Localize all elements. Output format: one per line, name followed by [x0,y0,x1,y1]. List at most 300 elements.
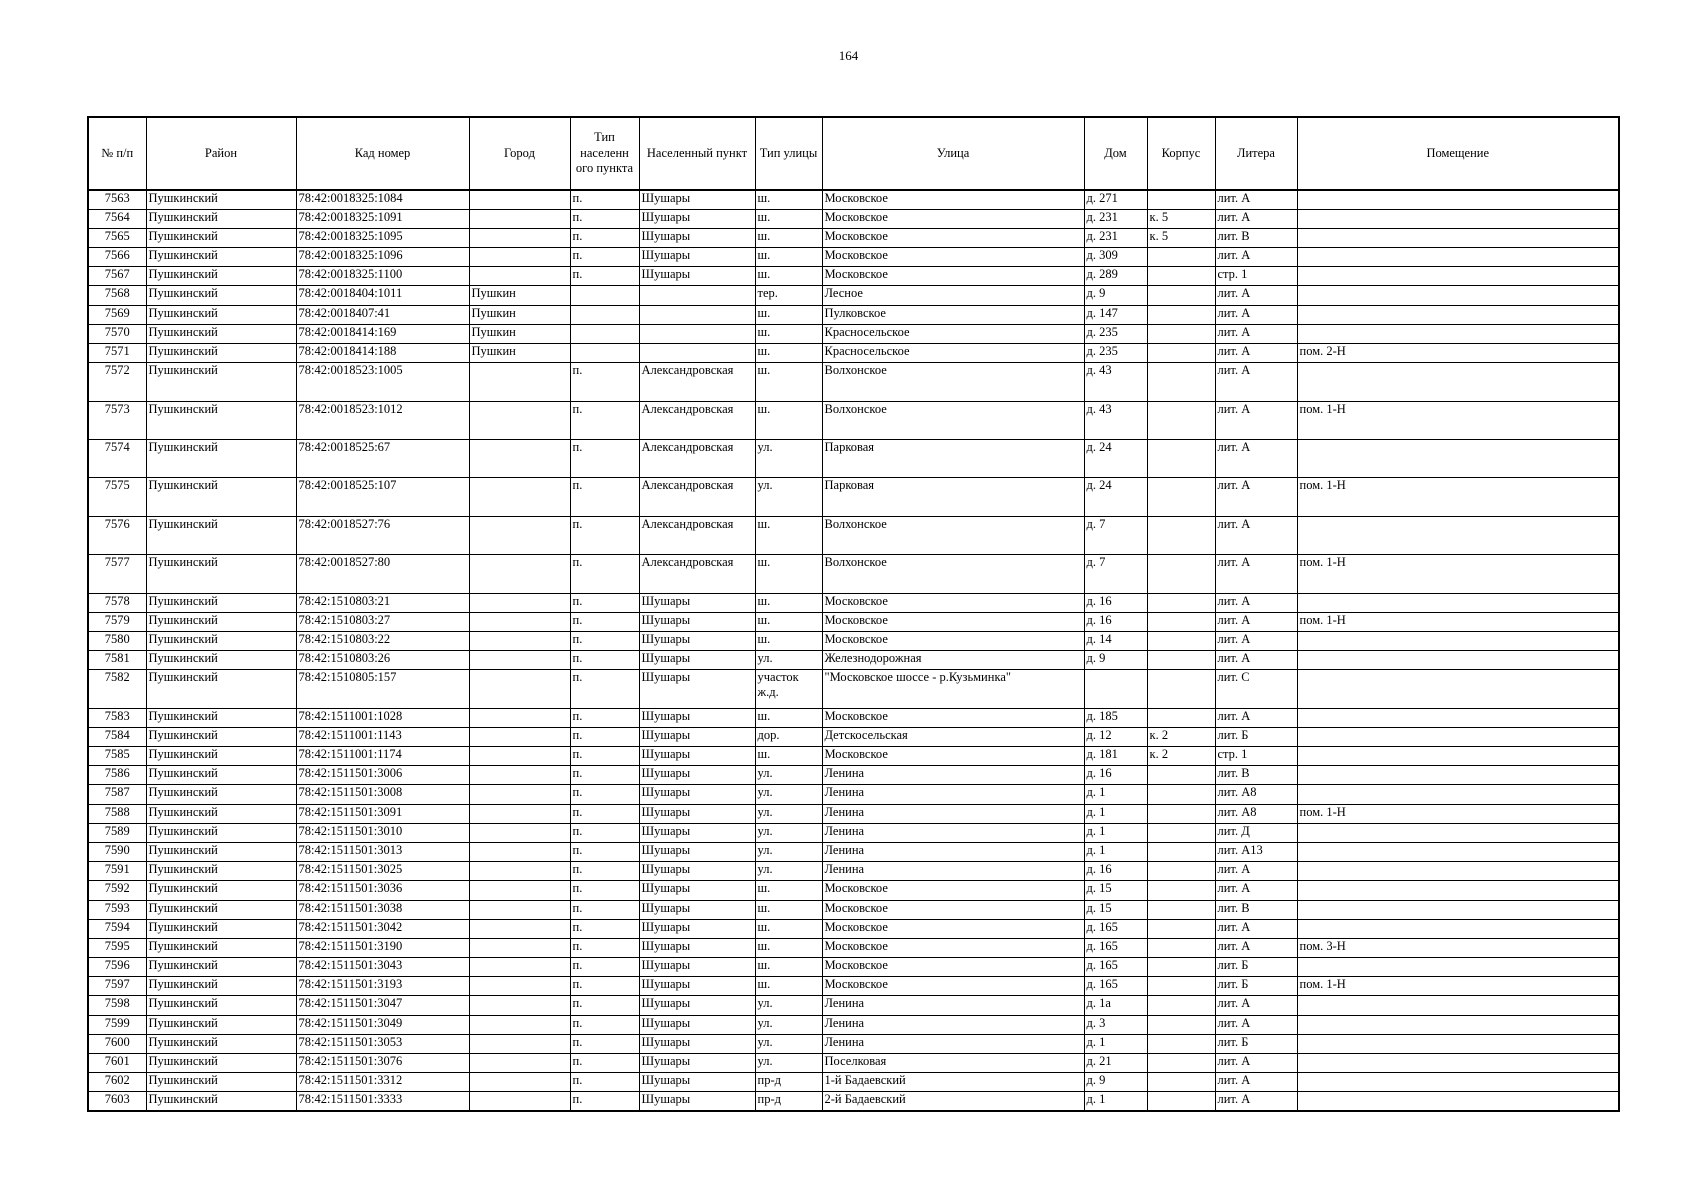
cell-settlement-type: п. [570,1015,639,1034]
cell-city [469,555,570,593]
cell-building [1147,938,1215,957]
cell-row-number: 7580 [88,631,146,650]
cell-cadastral-number: 78:42:0018525:67 [296,439,469,477]
cell-cadastral-number: 78:42:0018414:188 [296,344,469,363]
cell-street-type: ш. [755,977,822,996]
cell-settlement: Александровская [639,439,755,477]
cell-settlement-type: п. [570,612,639,631]
cell-premises [1297,766,1619,785]
cell-district: Пушкинский [146,1034,296,1053]
cell-city [469,228,570,247]
cell-street: Парковая [822,439,1084,477]
cell-city [469,363,570,401]
cell-row-number: 7585 [88,747,146,766]
cell-settlement: Шушары [639,209,755,228]
cell-letter: лит. Б [1215,727,1297,746]
cell-house: д. 1 [1084,785,1147,804]
cell-settlement: Шушары [639,1054,755,1073]
cell-premises [1297,996,1619,1015]
cell-settlement-type: п. [570,401,639,439]
cell-settlement-type [570,344,639,363]
cell-row-number: 7597 [88,977,146,996]
cell-street: Московское [822,267,1084,286]
cell-cadastral-number: 78:42:1510803:26 [296,651,469,670]
cell-city [469,881,570,900]
cell-settlement: Александровская [639,555,755,593]
column-header-street-type: Тип улицы [755,117,822,190]
cell-letter: лит. В [1215,228,1297,247]
table-header [88,117,1619,190]
cell-settlement: Шушары [639,996,755,1015]
cell-city [469,631,570,650]
table-row [88,938,1619,957]
cell-settlement: Шушары [639,228,755,247]
cell-settlement: Шушары [639,651,755,670]
cell-district: Пушкинский [146,938,296,957]
cell-building [1147,919,1215,938]
cell-settlement: Шушары [639,670,755,708]
cell-street-type: ул. [755,1015,822,1034]
cell-house: д. 1а [1084,996,1147,1015]
cell-premises: пом. 1-Н [1297,612,1619,631]
cell-settlement-type: п. [570,1054,639,1073]
cell-settlement-type: п. [570,228,639,247]
cell-settlement: Александровская [639,478,755,516]
cell-settlement-type: п. [570,881,639,900]
cell-district: Пушкинский [146,593,296,612]
cell-street-type: пр-д [755,1092,822,1111]
column-header-settlement-type: Тип населенн ого пункта [570,117,639,190]
cell-street: Поселковая [822,1054,1084,1073]
cell-letter: лит. А [1215,555,1297,593]
cell-letter: лит. А [1215,305,1297,324]
cell-settlement-type: п. [570,209,639,228]
cell-street-type: дор. [755,727,822,746]
table-row [88,823,1619,842]
cell-district: Пушкинский [146,785,296,804]
cell-district: Пушкинский [146,919,296,938]
cell-premises: пом. 1-Н [1297,401,1619,439]
cell-settlement-type: п. [570,727,639,746]
cell-city [469,248,570,267]
cell-row-number: 7570 [88,324,146,343]
cell-cadastral-number: 78:42:1511501:3006 [296,766,469,785]
cell-city [469,1054,570,1073]
cell-street: Ленина [822,862,1084,881]
cell-district: Пушкинский [146,996,296,1015]
cell-row-number: 7573 [88,401,146,439]
cell-row-number: 7582 [88,670,146,708]
cell-cadastral-number: 78:42:0018407:41 [296,305,469,324]
cell-street-type: ул. [755,1034,822,1053]
cell-street-type: тер. [755,286,822,305]
cell-city [469,1092,570,1111]
cell-house: д. 7 [1084,516,1147,554]
cell-street: Московское [822,248,1084,267]
cell-letter: лит. А [1215,919,1297,938]
cell-house: д. 165 [1084,958,1147,977]
cell-settlement-type: п. [570,516,639,554]
cell-building [1147,612,1215,631]
cell-settlement-type: п. [570,555,639,593]
cell-street-type: ш. [755,555,822,593]
cell-house: д. 16 [1084,862,1147,881]
cell-row-number: 7587 [88,785,146,804]
cell-street-type: ул. [755,996,822,1015]
cell-letter: стр. 1 [1215,267,1297,286]
table-row [88,977,1619,996]
cell-premises [1297,958,1619,977]
cell-district: Пушкинский [146,228,296,247]
cell-building [1147,785,1215,804]
cell-cadastral-number: 78:42:1511501:3193 [296,977,469,996]
cell-district: Пушкинский [146,439,296,477]
table-row [88,996,1619,1015]
cell-cadastral-number: 78:42:1511501:3047 [296,996,469,1015]
cell-premises [1297,209,1619,228]
cell-cadastral-number: 78:42:1511501:3049 [296,1015,469,1034]
table-row [88,747,1619,766]
cell-city [469,823,570,842]
cell-district: Пушкинский [146,209,296,228]
cell-street: Парковая [822,478,1084,516]
column-header-district: Район [146,117,296,190]
cell-building [1147,708,1215,727]
cell-row-number: 7563 [88,190,146,209]
cell-settlement: Шушары [639,708,755,727]
cell-cadastral-number: 78:42:0018527:80 [296,555,469,593]
cell-house: д. 231 [1084,209,1147,228]
property-registry-table [87,116,1620,1112]
cell-house: д. 24 [1084,478,1147,516]
cell-district: Пушкинский [146,305,296,324]
cell-settlement-type: п. [570,651,639,670]
cell-building [1147,823,1215,842]
table-row [88,958,1619,977]
cell-district: Пушкинский [146,670,296,708]
cell-settlement: Шушары [639,1092,755,1111]
cell-building: к. 5 [1147,209,1215,228]
cell-letter: лит. А [1215,938,1297,957]
cell-district: Пушкинский [146,900,296,919]
cell-street-type: ш. [755,708,822,727]
cell-building: к. 2 [1147,747,1215,766]
cell-building [1147,439,1215,477]
cell-city [469,1073,570,1092]
cell-cadastral-number: 78:42:1511501:3008 [296,785,469,804]
cell-house: д. 15 [1084,881,1147,900]
cell-settlement-type: п. [570,842,639,861]
cell-row-number: 7565 [88,228,146,247]
cell-row-number: 7601 [88,1054,146,1073]
cell-house: д. 9 [1084,286,1147,305]
cell-district: Пушкинский [146,401,296,439]
cell-settlement: Шушары [639,938,755,957]
cell-row-number: 7600 [88,1034,146,1053]
cell-street: Волхонское [822,363,1084,401]
cell-street: Волхонское [822,401,1084,439]
table-row [88,708,1619,727]
cell-house: д. 147 [1084,305,1147,324]
cell-row-number: 7595 [88,938,146,957]
cell-city [469,209,570,228]
cell-house: д. 165 [1084,977,1147,996]
column-header-cadastral-number: Кад номер [296,117,469,190]
cell-letter: стр. 1 [1215,747,1297,766]
cell-row-number: 7568 [88,286,146,305]
cell-street-type: ш. [755,900,822,919]
cell-cadastral-number: 78:42:1511501:3025 [296,862,469,881]
cell-row-number: 7590 [88,842,146,861]
cell-building [1147,631,1215,650]
cell-settlement: Шушары [639,747,755,766]
cell-premises [1297,516,1619,554]
cell-city [469,919,570,938]
cell-row-number: 7569 [88,305,146,324]
cell-street-type: ш. [755,267,822,286]
cell-row-number: 7564 [88,209,146,228]
cell-settlement-type: п. [570,267,639,286]
cell-settlement [639,344,755,363]
cell-settlement-type: п. [570,766,639,785]
cell-letter: лит. А [1215,190,1297,209]
cell-street: 2-й Бадаевский [822,1092,1084,1111]
cell-building: к. 2 [1147,727,1215,746]
cell-cadastral-number: 78:42:0018523:1005 [296,363,469,401]
cell-cadastral-number: 78:42:1511001:1028 [296,708,469,727]
table-row [88,612,1619,631]
cell-row-number: 7603 [88,1092,146,1111]
table-row [88,804,1619,823]
cell-street-type: ш. [755,209,822,228]
table-row [88,248,1619,267]
cell-row-number: 7577 [88,555,146,593]
cell-district: Пушкинский [146,1015,296,1034]
cell-city: Пушкин [469,305,570,324]
cell-settlement-type: п. [570,670,639,708]
cell-street: Волхонское [822,516,1084,554]
cell-building [1147,804,1215,823]
cell-house: д. 1 [1084,1034,1147,1053]
cell-premises [1297,439,1619,477]
table-row [88,305,1619,324]
cell-letter: лит. Б [1215,1034,1297,1053]
table-row [88,727,1619,746]
cell-cadastral-number: 78:42:1511501:3076 [296,1054,469,1073]
cell-letter: лит. А13 [1215,842,1297,861]
cell-premises [1297,842,1619,861]
table-row [88,363,1619,401]
cell-street-type: ш. [755,516,822,554]
cell-settlement: Шушары [639,190,755,209]
cell-city [469,267,570,286]
cell-cadastral-number: 78:42:1511501:3312 [296,1073,469,1092]
cell-house: д. 185 [1084,708,1147,727]
cell-street-type: ш. [755,919,822,938]
cell-premises [1297,305,1619,324]
cell-street: Московское [822,209,1084,228]
cell-settlement-type: п. [570,1034,639,1053]
table-row [88,1073,1619,1092]
cell-street-type: ул. [755,842,822,861]
cell-city [469,996,570,1015]
cell-row-number: 7572 [88,363,146,401]
cell-row-number: 7571 [88,344,146,363]
cell-house: д. 7 [1084,555,1147,593]
cell-cadastral-number: 78:42:0018325:1095 [296,228,469,247]
table-row [88,209,1619,228]
table-row [88,651,1619,670]
cell-settlement-type [570,286,639,305]
cell-letter: лит. А [1215,593,1297,612]
table-row [88,555,1619,593]
cell-letter: лит. А [1215,996,1297,1015]
cell-district: Пушкинский [146,651,296,670]
cell-cadastral-number: 78:42:0018525:107 [296,478,469,516]
cell-premises [1297,324,1619,343]
cell-letter: лит. А [1215,612,1297,631]
column-header-street: Улица [822,117,1084,190]
cell-street-type: ш. [755,958,822,977]
cell-street-type: ш. [755,938,822,957]
cell-settlement-type: п. [570,1092,639,1111]
cell-premises [1297,747,1619,766]
cell-city [469,900,570,919]
cell-city [469,804,570,823]
cell-street: Московское [822,900,1084,919]
cell-district: Пушкинский [146,286,296,305]
cell-house: д. 9 [1084,1073,1147,1092]
cell-street: Московское [822,958,1084,977]
cell-house: д. 14 [1084,631,1147,650]
cell-settlement-type: п. [570,190,639,209]
cell-house: д. 24 [1084,439,1147,477]
cell-city [469,727,570,746]
page-number: 164 [838,48,859,63]
cell-letter: лит. А [1215,516,1297,554]
cell-premises [1297,286,1619,305]
cell-district: Пушкинский [146,727,296,746]
cell-settlement-type: п. [570,958,639,977]
column-header-city: Город [469,117,570,190]
cell-street: 1-й Бадаевский [822,1073,1084,1092]
cell-settlement: Шушары [639,248,755,267]
cell-row-number: 7583 [88,708,146,727]
cell-premises [1297,900,1619,919]
table-row [88,190,1619,209]
table-row [88,1054,1619,1073]
cell-letter: лит. А [1215,324,1297,343]
cell-settlement: Шушары [639,1073,755,1092]
cell-letter: лит. В [1215,766,1297,785]
cell-settlement [639,324,755,343]
table-body [88,190,1619,1111]
cell-building [1147,401,1215,439]
cell-street-type: пр-д [755,1073,822,1092]
cell-house: д. 1 [1084,823,1147,842]
cell-building [1147,651,1215,670]
cell-row-number: 7599 [88,1015,146,1034]
cell-building [1147,267,1215,286]
cell-street: Ленина [822,842,1084,861]
cell-settlement-type [570,324,639,343]
cell-street-type: ш. [755,593,822,612]
cell-district: Пушкинский [146,190,296,209]
cell-street-type: ш. [755,881,822,900]
cell-cadastral-number: 78:42:1510805:157 [296,670,469,708]
cell-house: д. 12 [1084,727,1147,746]
cell-settlement-type: п. [570,248,639,267]
cell-cadastral-number: 78:42:0018325:1091 [296,209,469,228]
cell-row-number: 7575 [88,478,146,516]
cell-premises [1297,708,1619,727]
cell-premises [1297,1092,1619,1111]
cell-street-type: ш. [755,363,822,401]
cell-street: "Московское шоссе - р.Кузьминка" [822,670,1084,708]
cell-settlement-type: п. [570,938,639,957]
column-header-building: Корпус [1147,117,1215,190]
cell-city [469,747,570,766]
cell-letter: лит. А [1215,862,1297,881]
cell-house: д. 43 [1084,401,1147,439]
table-row [88,439,1619,477]
cell-row-number: 7567 [88,267,146,286]
cell-letter: лит. А [1215,651,1297,670]
cell-street: Московское [822,747,1084,766]
cell-premises: пом. 1-Н [1297,555,1619,593]
table-row [88,478,1619,516]
cell-letter: лит. В [1215,900,1297,919]
cell-cadastral-number: 78:42:1511501:3036 [296,881,469,900]
cell-building [1147,593,1215,612]
cell-city [469,651,570,670]
cell-city [469,842,570,861]
cell-street-type: ш. [755,248,822,267]
cell-letter: лит. А [1215,881,1297,900]
cell-street-type: ул. [755,439,822,477]
cell-premises: пом. 3-Н [1297,938,1619,957]
cell-settlement: Шушары [639,1015,755,1034]
cell-city [469,708,570,727]
cell-house: д. 16 [1084,593,1147,612]
cell-street: Московское [822,612,1084,631]
cell-district: Пушкинский [146,248,296,267]
cell-building [1147,516,1215,554]
cell-city [469,670,570,708]
cell-settlement-type: п. [570,708,639,727]
cell-settlement: Шушары [639,593,755,612]
cell-settlement-type: п. [570,785,639,804]
cell-district: Пушкинский [146,1073,296,1092]
cell-settlement-type: п. [570,363,639,401]
cell-row-number: 7574 [88,439,146,477]
cell-street-type: ул. [755,766,822,785]
cell-premises [1297,823,1619,842]
cell-cadastral-number: 78:42:1511001:1143 [296,727,469,746]
cell-cadastral-number: 78:42:0018325:1084 [296,190,469,209]
table-row [88,344,1619,363]
cell-cadastral-number: 78:42:1511501:3013 [296,842,469,861]
cell-settlement: Шушары [639,727,755,746]
cell-premises: пом. 1-Н [1297,977,1619,996]
cell-street: Московское [822,593,1084,612]
cell-cadastral-number: 78:42:1511501:3010 [296,823,469,842]
cell-settlement [639,286,755,305]
cell-street: Московское [822,708,1084,727]
cell-settlement-type: п. [570,1073,639,1092]
cell-street-type: участок ж.д. [755,670,822,708]
cell-city [469,478,570,516]
